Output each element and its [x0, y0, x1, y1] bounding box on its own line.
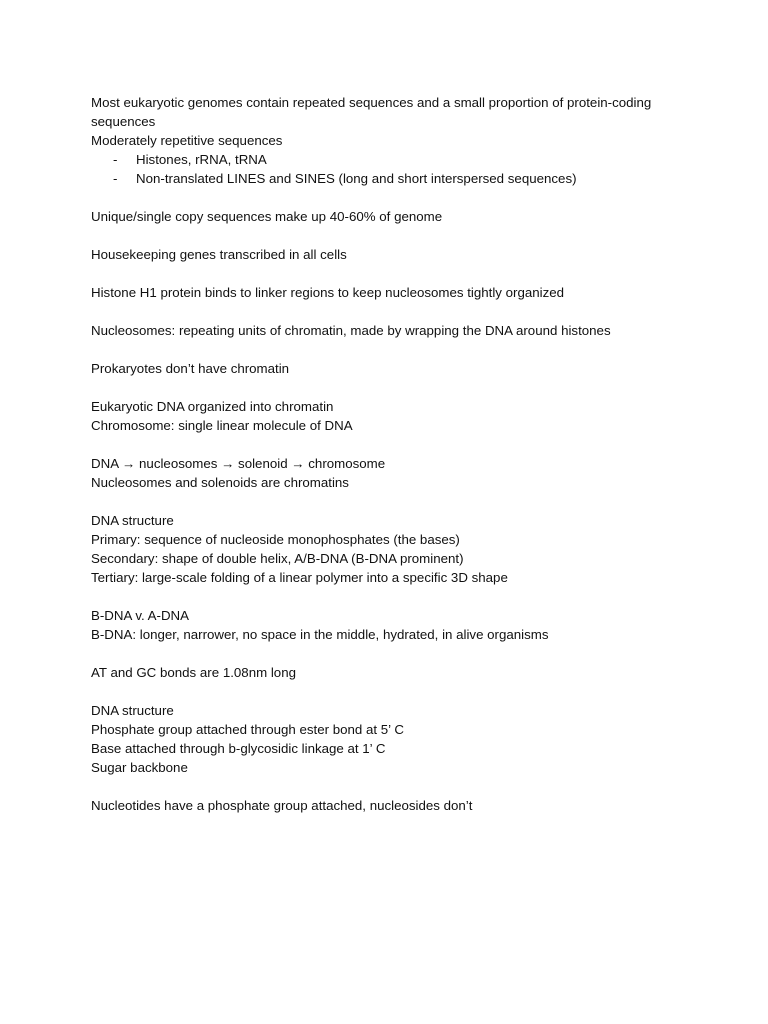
paragraph-histone-h1: Histone H1 protein binds to linker regions to keep nucleosomes tightly organized — [91, 285, 565, 300]
paragraph-gap — [91, 682, 691, 701]
paragraph-gap — [91, 644, 691, 663]
paragraph-gap — [91, 435, 691, 454]
paragraph-sugar-backbone: Sugar backbone — [91, 760, 188, 775]
paragraph-gap — [91, 777, 691, 796]
paragraph-gap — [91, 188, 691, 207]
paragraph-tertiary-structure: Tertiary: large-scale folding of a linear polymer into a specific 3D shape — [91, 570, 508, 585]
paragraph-nucleosomes: Nucleosomes: repeating units of chromatin, made by wrapping the DNA around histones — [91, 323, 611, 338]
paragraph-gap — [91, 378, 691, 397]
paragraph-nucleotides-vs-nucleosides: Nucleotides have a phosphate group attached, nucleosides don’t — [91, 798, 473, 813]
paragraph-unique-sequences: Unique/single copy sequences make up 40-60% of genome — [91, 209, 443, 224]
document-body — [91, 93, 691, 815]
list-item — [91, 169, 691, 188]
heading-bdna-vs-adna: B-DNA v. A-DNA — [91, 608, 190, 623]
paragraph-secondary-structure: Secondary: shape of double helix, A/B-DNA (B-DNA prominent) — [91, 551, 464, 566]
paragraph-gap — [91, 587, 691, 606]
paragraph-gap — [91, 492, 691, 511]
paragraph-dna-hierarchy: DNA → nucleosomes → solenoid → chromosome — [91, 456, 386, 471]
paragraph-primary-structure: Primary: sequence of nucleoside monophosphates (the bases) — [91, 532, 460, 547]
repetitive-sequences-list — [91, 150, 691, 188]
dash-bullet-icon: - — [113, 171, 118, 186]
heading-moderately-repetitive: Moderately repetitive sequences — [91, 133, 283, 148]
dash-bullet-icon: - — [113, 152, 118, 167]
paragraph-gap — [91, 264, 691, 283]
paragraph-phosphate-group: Phosphate group attached through ester bond at 5’ C — [91, 722, 404, 737]
paragraph-gap — [91, 340, 691, 359]
list-item-text: Histones, rRNA, tRNA — [136, 152, 267, 167]
heading-dna-structure-2: DNA structure — [91, 703, 174, 718]
paragraph-bond-length: AT and GC bonds are 1.08nm long — [91, 665, 296, 680]
paragraph-genomes-line1: Most eukaryotic genomes contain repeated sequences and a small proportion of protein-coding — [91, 95, 652, 110]
list-item — [91, 150, 691, 169]
paragraph-gap — [91, 302, 691, 321]
paragraph-chromatins: Nucleosomes and solenoids are chromatins — [91, 475, 349, 490]
heading-dna-structure: DNA structure — [91, 513, 174, 528]
paragraph-base-attachment: Base attached through b-glycosidic linkage at 1’ C — [91, 741, 386, 756]
paragraph-housekeeping-genes: Housekeeping genes transcribed in all cells — [91, 247, 347, 262]
paragraph-bdna-description: B-DNA: longer, narrower, no space in the middle, hydrated, in alive organisms — [91, 627, 549, 642]
paragraph-gap — [91, 226, 691, 245]
paragraph-genomes-line2: sequences — [91, 114, 156, 129]
paragraph-prokaryotes: Prokaryotes don’t have chromatin — [91, 361, 290, 376]
paragraph-eukaryotic-dna: Eukaryotic DNA organized into chromatin — [91, 399, 334, 414]
paragraph-chromosome-definition: Chromosome: single linear molecule of DNA — [91, 418, 353, 433]
list-item-text: Non-translated LINES and SINES (long and short interspersed sequences) — [136, 171, 577, 186]
